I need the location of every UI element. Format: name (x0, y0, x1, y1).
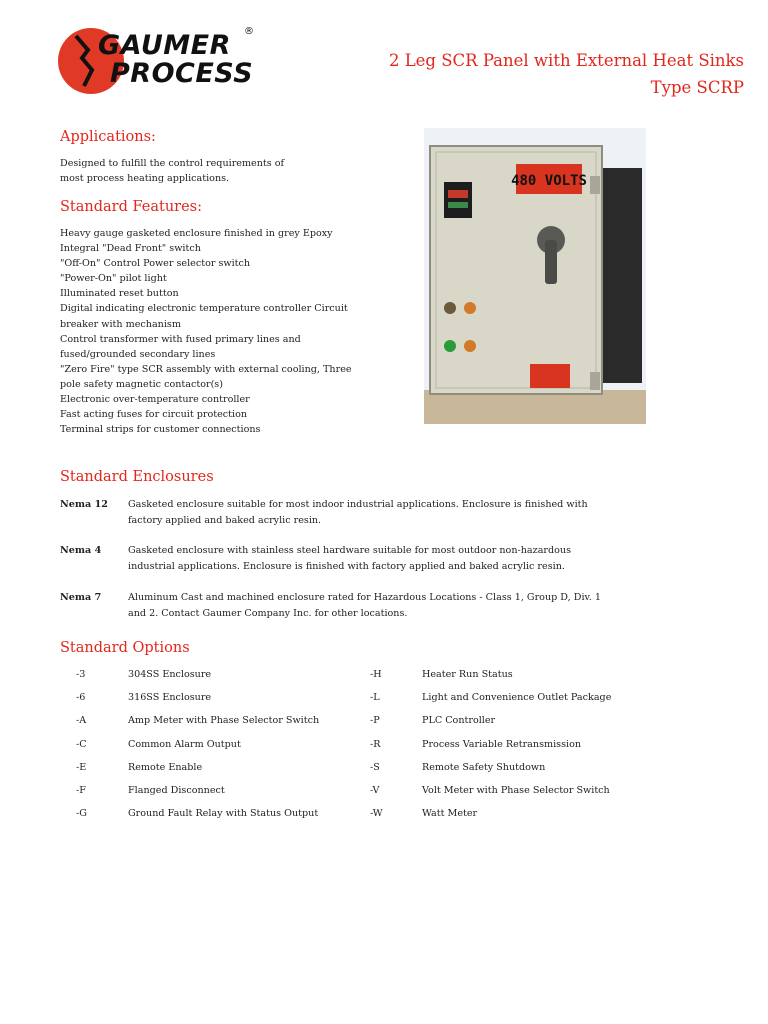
feature-line: "Zero Fire" type SCR assembly with external cooling, Three (60, 363, 352, 375)
option-description: Light and Convenience Outlet Package (422, 692, 612, 703)
feature-line: Digital indicating electronic temperature controller Circuit (60, 303, 348, 315)
option-code: -L (370, 692, 380, 703)
enclosure-description (128, 590, 608, 622)
enclosure-desc-line: industrial applications. Enclosure is finished with factory applied and baked acrylic resin. (128, 560, 565, 572)
option-description: Process Variable Retransmission (422, 739, 582, 750)
option-description: Heater Run Status (422, 669, 513, 680)
enclosure-desc-line: Aluminum Cast and machined enclosure rated for Hazardous Locations - Class 1, Group D, Div. 1 (128, 592, 602, 603)
enclosure-description (128, 543, 608, 575)
option-code: -A (76, 715, 87, 726)
option-code: -P (370, 715, 380, 726)
option-code: -3 (76, 669, 86, 680)
enclosure-label: Nema 4 (60, 545, 102, 556)
document-subtitle: Type SCRP (650, 78, 744, 97)
enclosure-desc-line: and 2. Contact Gaumer Company Inc. for other locations. (128, 607, 408, 619)
feature-line: "Off-On" Control Power selector switch (60, 258, 251, 270)
option-description: Remote Enable (128, 762, 203, 773)
option-code: -H (370, 669, 382, 680)
enclosure-desc-line: Gasketed enclosure suitable for most indoor industrial applications. Enclosure is finished with (128, 499, 588, 510)
option-description: Amp Meter with Phase Selector Switch (128, 715, 320, 726)
feature-line: Heavy gauge gasketed enclosure finished in grey Epoxy (60, 228, 333, 239)
enclosure-description (128, 497, 608, 529)
enclosure-desc-line: factory applied and baked acrylic resin. (128, 514, 322, 526)
enclosure-desc-line: Gasketed enclosure with stainless steel hardware suitable for most outdoor non-hazardous (128, 545, 572, 556)
features-list (60, 226, 352, 437)
feature-line: Fast acting fuses for circuit protection (60, 409, 248, 421)
feature-line: Integral "Dead Front" switch (60, 243, 201, 255)
enclosures-heading: Standard Enclosures (60, 469, 214, 485)
voltage-label: 480 VOLTS (511, 173, 587, 189)
document-title: 2 Leg SCR Panel with External Heat Sinks (388, 51, 744, 70)
option-code: -G (76, 808, 87, 819)
option-description: Volt Meter with Phase Selector Switch (422, 785, 610, 796)
option-code: -6 (76, 692, 86, 703)
option-description: Watt Meter (422, 808, 478, 819)
options-heading: Standard Options (60, 640, 190, 656)
feature-line: pole safety magnetic contactor(s) (60, 378, 223, 390)
option-code: -W (370, 808, 383, 819)
enclosure-label: Nema 7 (60, 592, 102, 603)
option-code: -E (76, 762, 87, 773)
applications-line: most process heating applications. (60, 173, 230, 185)
product-photo (424, 128, 646, 424)
option-code: -C (76, 739, 87, 750)
option-description: Ground Fault Relay with Status Output (128, 808, 319, 819)
features-heading: Standard Features: (60, 199, 202, 215)
option-description: Flanged Disconnect (128, 785, 225, 796)
feature-line: Terminal strips for customer connections (60, 424, 261, 436)
option-code: -R (370, 739, 381, 750)
option-description: Remote Safety Shutdown (422, 762, 546, 773)
feature-line: fused/grounded secondary lines (60, 348, 216, 360)
registered-mark: ® (244, 26, 254, 37)
applications-text (60, 156, 284, 186)
applications-line: Designed to fulfill the control requirements of (60, 158, 285, 169)
option-code: -F (76, 785, 86, 796)
company-logo (58, 26, 290, 96)
option-description: 316SS Enclosure (128, 692, 212, 703)
feature-line: breaker with mechanism (60, 318, 181, 330)
feature-line: Electronic over-temperature controller (60, 394, 250, 406)
enclosure-label: Nema 12 (60, 499, 108, 510)
option-description: 304SS Enclosure (128, 669, 212, 680)
option-code: -V (370, 785, 380, 796)
feature-line: Control transformer with fused primary lines and (60, 333, 301, 345)
feature-line: "Power-On" pilot light (60, 273, 167, 285)
feature-line: Illuminated reset button (60, 288, 179, 300)
option-code: -S (370, 762, 380, 773)
applications-heading: Applications: (60, 129, 156, 145)
option-description: PLC Controller (422, 715, 496, 726)
logo-word-gaumer: GAUMER (98, 30, 231, 61)
logo-word-process: PROCESS (110, 58, 254, 89)
option-description: Common Alarm Output (128, 739, 241, 750)
